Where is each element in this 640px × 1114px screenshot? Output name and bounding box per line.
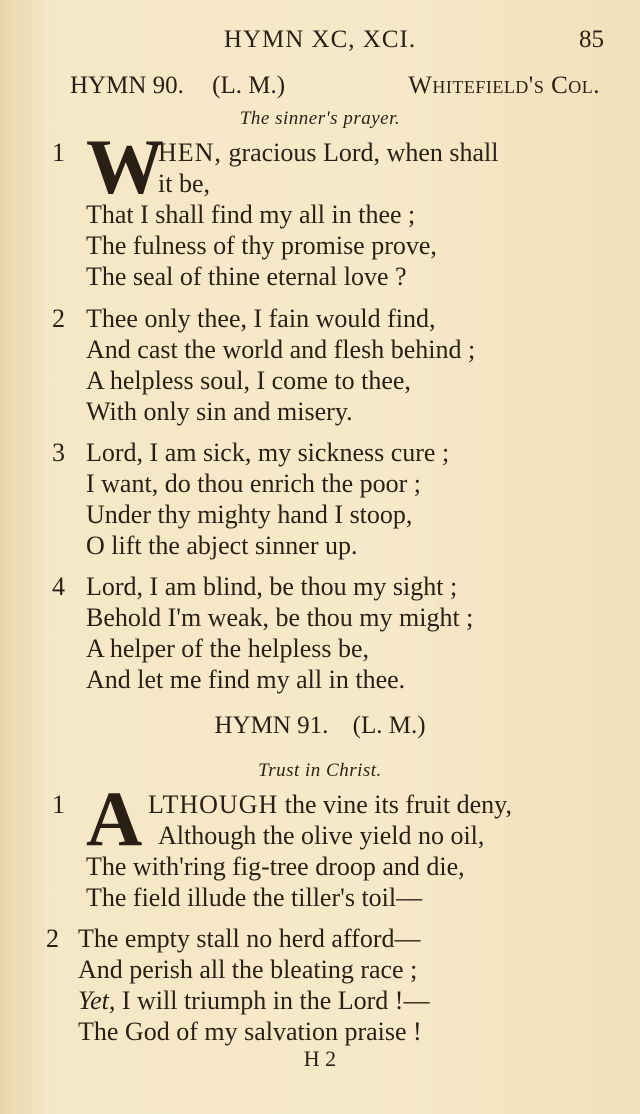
stanza-line: The with'ring fig-tree droop and die, — [86, 852, 465, 881]
stanza-line: And let me find my all in thee. — [86, 665, 406, 694]
hymn-91-label: HYMN 91. — [214, 712, 329, 739]
stanza-number: 4 — [52, 572, 65, 601]
stanza-number: 2 — [46, 924, 59, 953]
stanza-line: Although the olive yield no oil, — [158, 821, 485, 850]
stanza-line: O lift the abject sinner up. — [86, 531, 358, 560]
stanza-line: A helpless soul, I come to thee, — [86, 366, 411, 395]
running-head: HYMN XC, XCI. — [223, 26, 417, 53]
stanza-line: I want, do thou enrich the poor ; — [86, 469, 422, 498]
stanza-line: Lord, I am sick, my sickness cure ; — [86, 438, 450, 467]
stanza-number: 2 — [52, 304, 65, 333]
stanza-line: LTHOUGH the vine its fruit deny, — [148, 790, 512, 819]
stanza-line: Under thy mighty hand I stoop, — [86, 500, 413, 529]
stanza-line: The God of my salvation praise ! — [78, 1017, 422, 1046]
page-number: 85 — [579, 26, 604, 53]
hymn-90-label: HYMN 90. — [70, 72, 184, 99]
stanza-line: That I shall find my all in thee ; — [86, 200, 416, 229]
stanza-line: Thee only thee, I fain would find, — [86, 304, 436, 333]
stanza-line: With only sin and misery. — [86, 397, 353, 426]
stanza-line: A helper of the helpless be, — [86, 634, 370, 663]
hymn-91-subtitle: Trust in Christ. — [258, 760, 382, 781]
stanza-number: 3 — [52, 438, 65, 467]
stanza-line: And cast the world and flesh behind ; — [86, 335, 476, 364]
hymn-91-meter: (L. M.) — [352, 712, 426, 739]
stanza-line: Behold I'm weak, be thou my might ; — [86, 603, 474, 632]
stanza-line: The fulness of thy promise prove, — [86, 231, 437, 260]
stanza-number: 1 — [52, 790, 65, 819]
stanza-number: 1 — [52, 138, 65, 167]
hymn-90-meter: (L. M.) — [212, 72, 286, 99]
hymn-90-subtitle: The sinner's prayer. — [239, 108, 401, 129]
stanza-line: And perish all the bleating race ; — [78, 955, 418, 984]
stanza-line: The empty stall no herd afford— — [78, 924, 421, 953]
stanza-line: HEN, gracious Lord, when shall — [158, 138, 499, 167]
drop-cap: A — [86, 775, 143, 862]
stanza-line: Yet, I will triumph in the Lord !— — [78, 986, 430, 1015]
stanza-line: The field illude the tiller's toil— — [86, 883, 423, 912]
hymn-90-heading — [70, 72, 600, 100]
hymn-90-tune: Whitefield's Col. — [408, 72, 600, 99]
stanza-line: Lord, I am blind, be thou my sight ; — [86, 572, 458, 601]
stanza-line: The seal of thine eternal love ? — [86, 262, 407, 291]
hymn-91-heading — [0, 712, 640, 740]
stanza-line: it be, — [158, 169, 210, 198]
signature-mark: H 2 — [303, 1046, 337, 1071]
drop-cap: W — [86, 123, 164, 210]
